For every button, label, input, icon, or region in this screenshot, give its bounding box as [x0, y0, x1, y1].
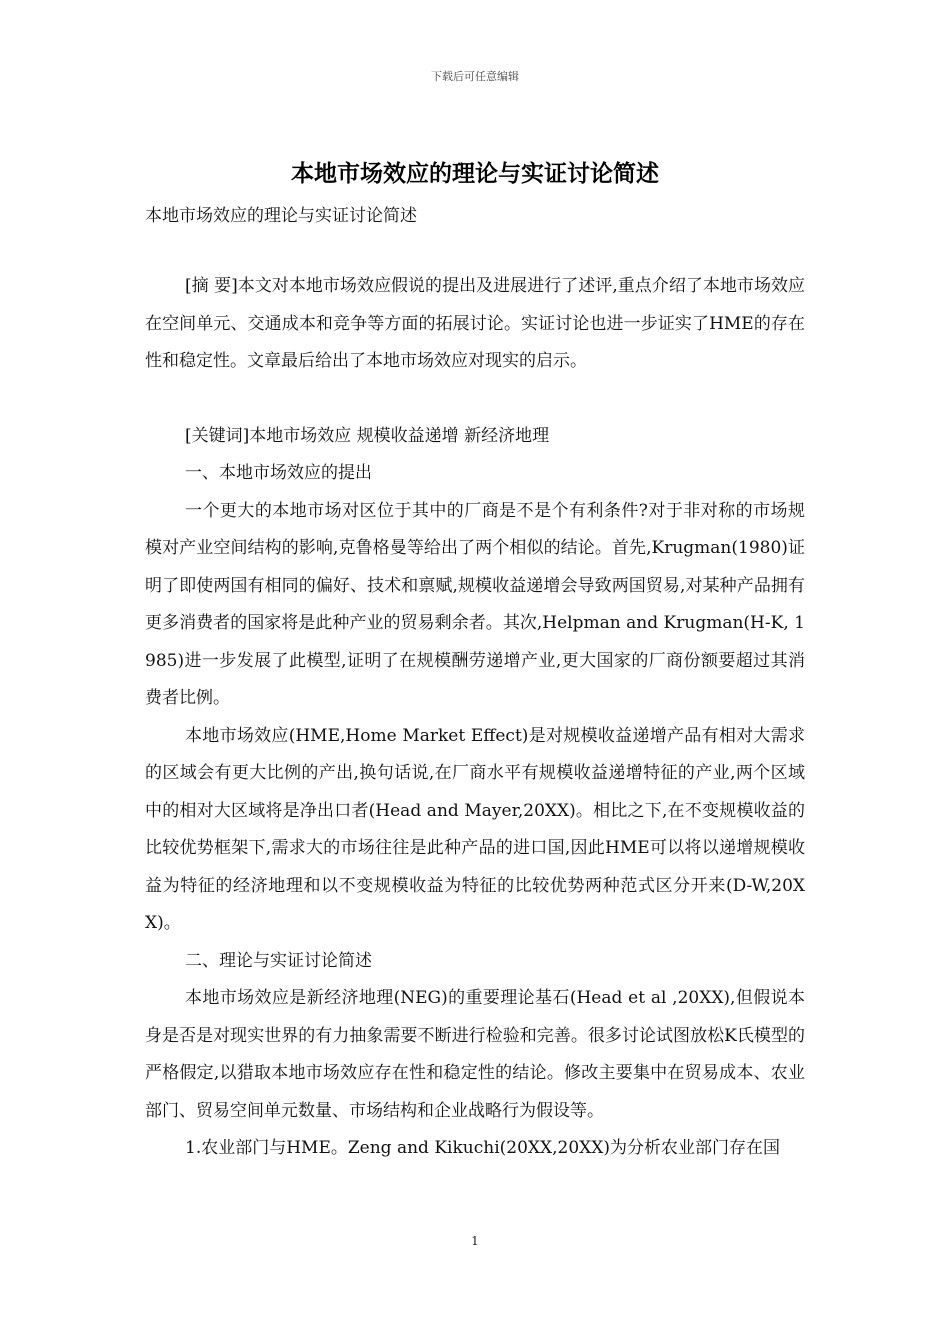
header-note: 下载后可任意编辑 — [431, 70, 519, 83]
document-subtitle: 本地市场效应的理论与实证讨论简述 — [145, 206, 417, 226]
body-paragraph-2: 本地市场效应(HME,Home Market Effect)是对规模收益递增产品有相对大需求的区域会有更大比例的产出,换句话说,在厂商水平有规模收益递增特征的产业,两个区域中的相对大区域将是净出口者(Head and Mayer,20XX)。相比之下,在不变规模收益的比较优势框架下,需求大的市场往往是此种产品的进口国,因此HME可以将以递增规模收益为特征的经济地理和以不变规模收益为特征的比较优势两种范式区分开来(D-W,20XX)。 — [145, 725, 805, 933]
page-number: 1 — [471, 1234, 479, 1248]
abstract-paragraph: [摘 要]本文对本地市场效应假说的提出及进展进行了述评,重点介绍了本地市场效应在空间单元、交通成本和竞争等方面的拓展讨论。实证讨论也进一步证实了HME的存在性和稳定性。文章最后给出了本地市场效应对现实的启示。 — [145, 276, 805, 371]
body-paragraph-1: 一个更大的本地市场对区位于其中的厂商是不是个有利条件?对于非对称的市场规模对产业空间结构的影响,克鲁格曼等给出了两个相似的结论。首先,Krugman(1980)证明了即使两国有相同的偏好、技术和禀赋,规模收益递增会导致两国贸易,对某种产品拥有更多消费者的国家将是此种产业的贸易剩余者。其次,Helpman and Krugman(H-K, 1985)进一步发展了此模型,证明了在规模酬劳递增产业,更大国家的厂商份额要超过其消费者比例。 — [145, 500, 805, 708]
section-heading-2: 二、理论与实证讨论简述 — [185, 950, 372, 971]
document-title: 本地市场效应的理论与实证讨论简述 — [291, 161, 659, 187]
body-paragraph-3: 本地市场效应是新经济地理(NEG)的重要理论基石(Head et al ,20XX),但假说本身是否是对现实世界的有力抽象需要不断进行检验和完善。很多讨论试图放松K氏模型的严格假定,以猎取本地市场效应存在性和稳定性的结论。修改主要集中在贸易成本、农业部门、贸易空间单元数量、市场结构和企业战略行为假设等。 — [145, 988, 805, 1121]
keywords-line: [关键词]本地市场效应 规模收益递增 新经济地理 — [185, 426, 550, 446]
section-heading-1: 一、本地市场效应的提出 — [185, 463, 372, 483]
body-paragraph-4: 1.农业部门与HME。Zeng and Kikuchi(20XX,20XX)为分析农业部门存在国 — [185, 1138, 780, 1158]
body-content — [145, 455, 805, 1168]
